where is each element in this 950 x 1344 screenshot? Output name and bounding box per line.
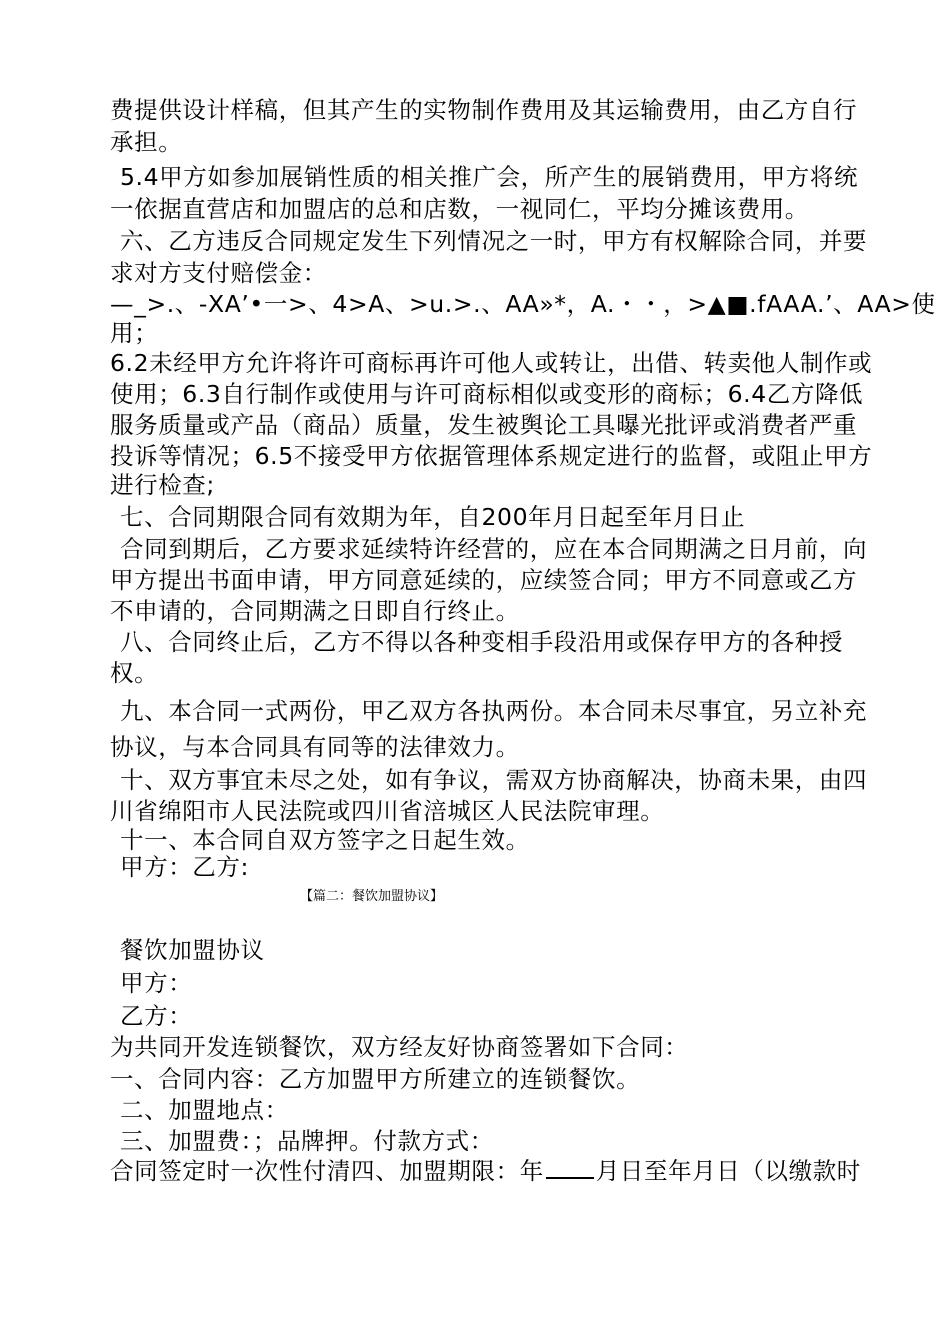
text-line: 九、本合同一式两份，甲乙双方各执两份。本合同未尽事宜，另立补充: [120, 697, 868, 725]
text-line: [110, 1155, 861, 1187]
text-line: 6.2未经甲方允许将许可商标再许可他人或转让，出借、转卖他人制作或: [110, 349, 873, 377]
party-a-line: 甲方：: [120, 969, 193, 997]
text-line: 进行检查;: [110, 471, 215, 499]
text-line: 费提供设计样稿，但其产生的实物制作费用及其运输费用，由乙方自行: [110, 96, 858, 124]
text-line: 六、乙方违反合同规定发生下列情况之一时，甲方有权解除合同，并要: [120, 227, 868, 255]
text-segment: 合同签定时一次性付清四、加盟期限：年: [110, 1157, 544, 1185]
text-line: 一、合同内容：乙方加盟甲方所建立的连锁餐饮。: [110, 1065, 641, 1093]
blank-underline: [546, 1157, 594, 1179]
text-line: 七、合同期限合同有效期为年，自200年月日起至年月日止: [120, 503, 746, 531]
text-line: 投诉等情况；6.5不接受甲方依据管理体系规定进行的监督，或阻止甲方: [110, 442, 873, 470]
text-line: 求对方支付赔偿金：: [110, 259, 327, 287]
text-line: 川省绵阳市人民法院或四川省涪城区人民法院审理。: [110, 797, 665, 825]
section-title: 餐饮加盟协议: [120, 936, 265, 964]
text-line: 用；: [110, 319, 159, 347]
text-line: 合同到期后，乙方要求延续特许经营的，应在本合同期满之日月前，向: [120, 535, 868, 563]
text-line: 十、双方事宜未尽之处，如有争议，需双方协商解决，协商未果，由四: [120, 766, 868, 794]
text-line: 三、加盟费：；品牌押。付款方式：: [120, 1127, 494, 1155]
text-line: 一依据直营店和加盟店的总和店数，一视同仁，平均分摊该费用。: [110, 195, 809, 223]
text-line: 二、加盟地点：: [120, 1096, 289, 1124]
text-line: 5.4甲方如参加展销性质的相关推广会，所产生的展销费用，甲方将统: [120, 163, 859, 191]
text-line: 承担。: [110, 128, 183, 156]
text-line: 甲方提出书面申请，甲方同意延续的，应续签合同；甲方不同意或乙方: [110, 566, 858, 594]
text-line: 服务质量或产品（商品）质量，发生被舆论工具曝光批评或消费者严重: [110, 411, 858, 439]
text-line: 十一、本合同自双方签字之日起生效。: [120, 826, 530, 854]
text-line: 八、合同终止后，乙方不得以各种变相手段沿用或保存甲方的各种授: [120, 628, 843, 656]
text-line: 不申请的，合同期满之日即自行终止。: [110, 597, 520, 625]
text-line: 权。: [110, 659, 159, 687]
text-line: 使用；6.3自行制作或使用与许可商标相似或变形的商标；6.4乙方降低: [110, 380, 864, 408]
garbled-text-line: —_>.、-XA’•一>、4>A、>u.>.、AA»*，A.・・，>▲■.fAAA.’、AA>使: [110, 290, 936, 318]
text-line: 为共同开发连锁餐饮，双方经友好协商签署如下合同：: [110, 1033, 689, 1061]
text-line: 协议，与本合同具有同等的法律效力。: [110, 733, 520, 761]
text-segment: 月日至年月日（以缴款时: [595, 1157, 861, 1185]
party-b-line: 乙方：: [120, 1002, 193, 1030]
signature-line: 甲方：乙方:: [120, 853, 250, 881]
section-caption: 【篇二：餐饮加盟协议】: [300, 889, 444, 904]
